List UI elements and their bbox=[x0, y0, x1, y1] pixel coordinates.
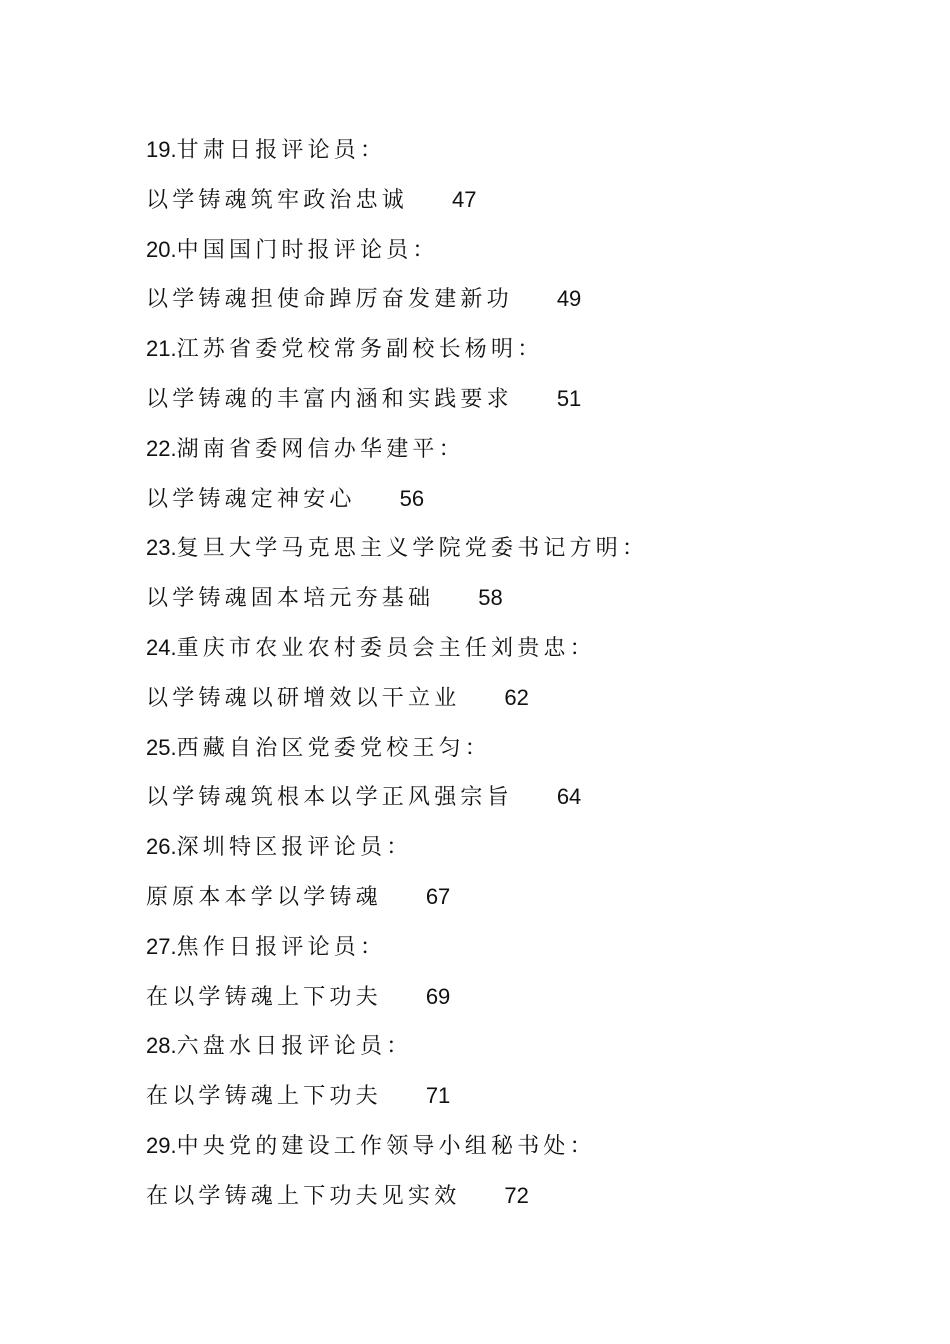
toc-entry-heading bbox=[146, 927, 906, 977]
toc-entry-title-line[interactable] bbox=[146, 1076, 906, 1126]
toc-entry-title-line[interactable] bbox=[146, 279, 906, 329]
entry-author: 甘肃日报评论员： bbox=[176, 138, 387, 163]
entry-page-number: 51 bbox=[556, 385, 582, 411]
toc-entry-title-line[interactable] bbox=[146, 877, 906, 927]
entry-number: 20. bbox=[146, 236, 177, 262]
entry-page-number: 64 bbox=[556, 784, 582, 810]
toc-entry-heading bbox=[146, 1126, 906, 1176]
toc-entry-heading bbox=[146, 728, 906, 778]
entry-author: 深圳特区报评论员： bbox=[176, 835, 413, 861]
toc-entry-heading bbox=[146, 329, 906, 379]
entry-title: 在以学铸魂上下功夫 bbox=[146, 984, 382, 1010]
entry-page-number: 58 bbox=[478, 585, 503, 611]
entry-title: 以学铸魂固本培元夯基础 bbox=[146, 586, 435, 612]
entry-page-number: 71 bbox=[425, 1083, 451, 1109]
entry-page-number: 67 bbox=[425, 883, 451, 909]
entry-number: 27. bbox=[146, 933, 177, 959]
entry-number: 29. bbox=[146, 1132, 177, 1158]
entry-number: 19. bbox=[146, 137, 177, 162]
entry-page-number: 62 bbox=[504, 684, 529, 710]
entry-number: 23. bbox=[146, 535, 177, 561]
entry-title: 以学铸魂筑牢政治忠诚 bbox=[146, 187, 409, 213]
toc-entry-heading bbox=[146, 528, 906, 578]
entry-title: 在以学铸魂上下功夫见实效 bbox=[146, 1183, 461, 1209]
entry-page-number: 49 bbox=[556, 286, 582, 312]
entry-author: 湖南省委网信办华建平： bbox=[176, 436, 465, 462]
entry-title: 以学铸魂以研增效以干立业 bbox=[146, 685, 461, 711]
entry-author: 焦作日报评论员： bbox=[176, 934, 387, 960]
entry-author: 重庆市农业农村委员会主任刘贵忠： bbox=[176, 635, 596, 661]
entry-title: 以学铸魂筑根本以学正风强宗旨 bbox=[146, 785, 513, 811]
entry-title: 在以学铸魂上下功夫 bbox=[146, 1084, 382, 1110]
toc-entry-heading bbox=[146, 1026, 906, 1076]
entry-page-number: 47 bbox=[452, 186, 477, 212]
entry-page-number: 69 bbox=[425, 983, 451, 1009]
entry-page-number: 56 bbox=[399, 485, 425, 511]
entry-page-number: 72 bbox=[504, 1182, 529, 1208]
toc-entry-title-line[interactable] bbox=[146, 678, 906, 728]
toc-entry-title-line[interactable] bbox=[146, 1176, 906, 1226]
toc-entry-heading bbox=[146, 130, 906, 180]
entry-author: 复旦大学马克思主义学院党委书记方明： bbox=[176, 536, 649, 562]
entry-author: 中央党的建设工作领导小组秘书处： bbox=[176, 1133, 596, 1159]
toc-entry-heading bbox=[146, 429, 906, 479]
toc-entry-title-line[interactable] bbox=[146, 578, 906, 628]
entry-number: 22. bbox=[146, 435, 177, 461]
toc-entry-title-line[interactable] bbox=[146, 379, 906, 429]
toc-entry-heading bbox=[146, 827, 906, 877]
toc-entry-title-line[interactable] bbox=[146, 180, 906, 230]
entry-number: 24. bbox=[146, 634, 177, 660]
toc-entry-heading bbox=[146, 230, 906, 280]
entry-author: 江苏省委党校常务副校长杨明： bbox=[176, 337, 544, 363]
toc-entry-title-line[interactable] bbox=[146, 479, 906, 529]
entry-title: 以学铸魂定神安心 bbox=[146, 486, 356, 512]
entry-author: 西藏自治区党委党校王匀： bbox=[176, 735, 491, 761]
toc-entry-title-line[interactable] bbox=[146, 777, 906, 827]
entry-number: 25. bbox=[146, 734, 177, 760]
entry-title: 以学铸魂担使命踔厉奋发建新功 bbox=[146, 287, 513, 313]
entry-number: 21. bbox=[146, 336, 177, 362]
entry-author: 六盘水日报评论员： bbox=[176, 1034, 413, 1060]
entry-number: 26. bbox=[146, 834, 177, 860]
entry-title: 原原本本学以学铸魂 bbox=[146, 884, 382, 910]
toc-entry-title-line[interactable] bbox=[146, 977, 906, 1027]
entry-title: 以学铸魂的丰富内涵和实践要求 bbox=[146, 386, 513, 412]
table-of-contents bbox=[146, 130, 906, 1226]
entry-author: 中国国门时报评论员： bbox=[176, 237, 439, 263]
entry-number: 28. bbox=[146, 1033, 177, 1059]
toc-entry-heading bbox=[146, 628, 906, 678]
